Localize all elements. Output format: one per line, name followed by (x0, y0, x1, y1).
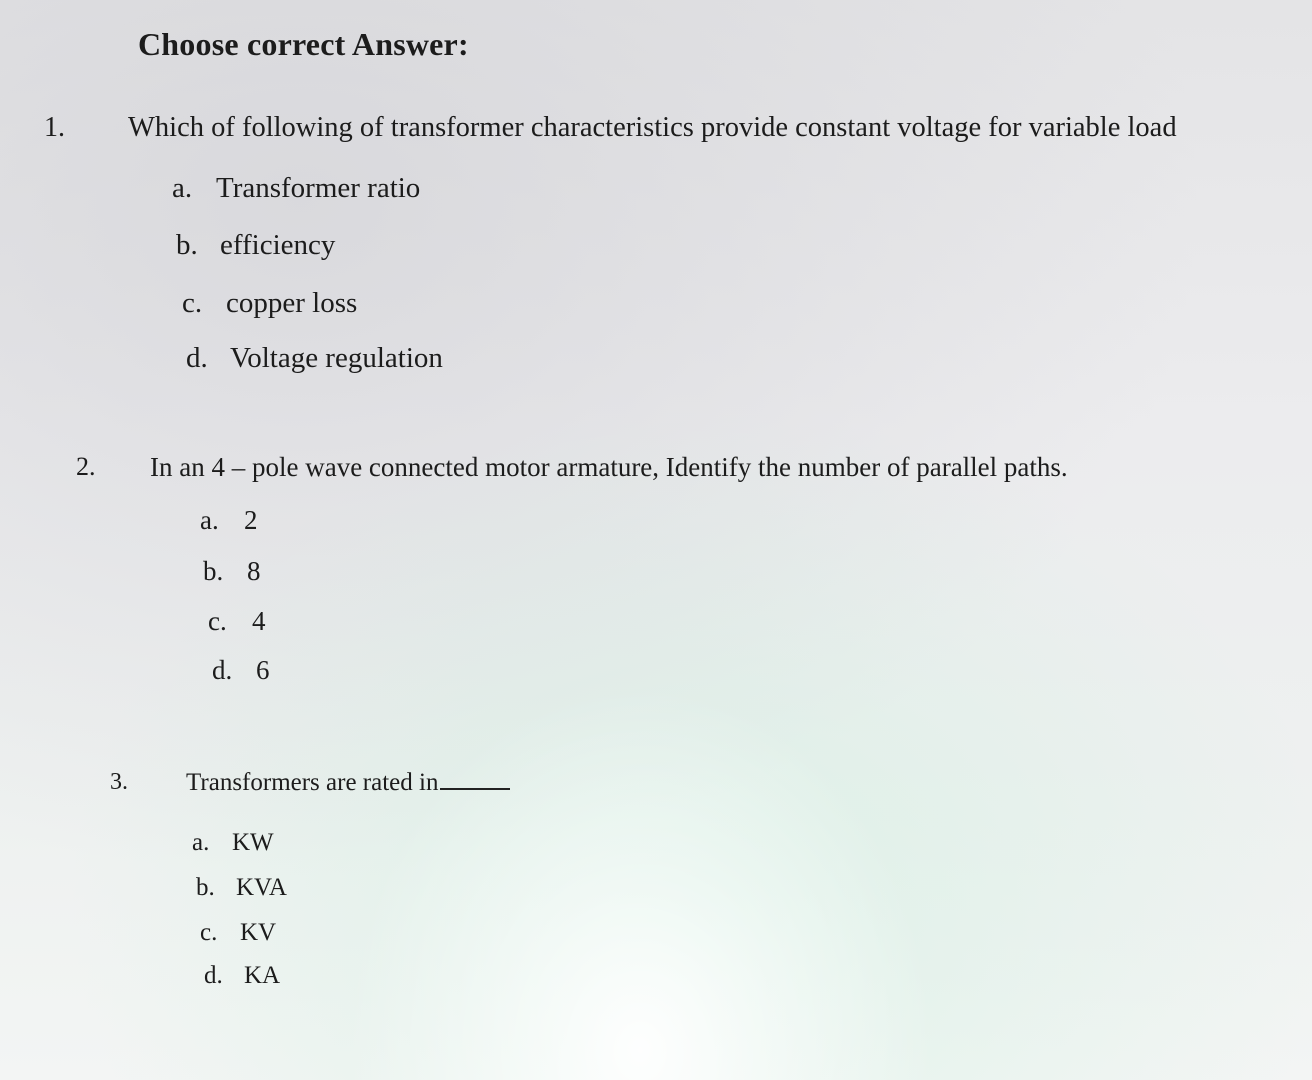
option-text: Voltage regulation (230, 342, 443, 374)
option-text: 8 (247, 556, 261, 586)
option-text: KV (240, 919, 277, 946)
option-letter: d. (212, 655, 233, 685)
option-text: efficiency (220, 229, 336, 261)
option-text: KW (232, 829, 274, 856)
option-text: 2 (244, 505, 258, 535)
option-b (176, 229, 335, 262)
option-letter: c. (208, 606, 227, 636)
option-d (204, 962, 280, 990)
option-a (172, 172, 420, 205)
page-heading: Choose correct Answer: (138, 26, 469, 62)
option-letter: b. (203, 556, 224, 586)
option-letter: c. (182, 287, 203, 319)
option-letter: a. (172, 172, 193, 204)
option-d (212, 655, 270, 686)
option-letter: d. (204, 962, 223, 989)
option-letter: a. (200, 505, 219, 535)
option-letter: b. (196, 874, 215, 901)
question-number: 3. (110, 769, 128, 795)
option-text: Transformer ratio (216, 172, 421, 204)
option-b (196, 874, 287, 902)
option-c (208, 606, 266, 637)
option-text: KVA (236, 874, 287, 901)
option-letter: d. (186, 342, 208, 374)
answer-blank-line (440, 788, 510, 790)
question-number: 2. (76, 452, 96, 481)
question-text: In an 4 – pole wave connected motor armature, Identify the number of parallel paths. (150, 452, 1068, 482)
option-c (182, 287, 357, 320)
option-text: 4 (252, 606, 266, 636)
option-a (192, 829, 274, 857)
option-text: copper loss (226, 287, 358, 319)
option-letter: a. (192, 829, 210, 856)
option-text: 6 (256, 655, 270, 685)
question-text: Which of following of transformer characteristics provide constant voltage for variable load (128, 112, 1177, 143)
question-number: 1. (44, 112, 65, 143)
option-c (200, 919, 276, 947)
option-a (200, 505, 258, 536)
option-d (186, 342, 443, 375)
question-text-content: Transformers are rated in (186, 769, 439, 796)
option-text: KA (244, 962, 281, 989)
option-b (203, 556, 261, 587)
question-text (186, 769, 510, 797)
option-letter: c. (200, 919, 218, 946)
option-letter: b. (176, 229, 198, 261)
